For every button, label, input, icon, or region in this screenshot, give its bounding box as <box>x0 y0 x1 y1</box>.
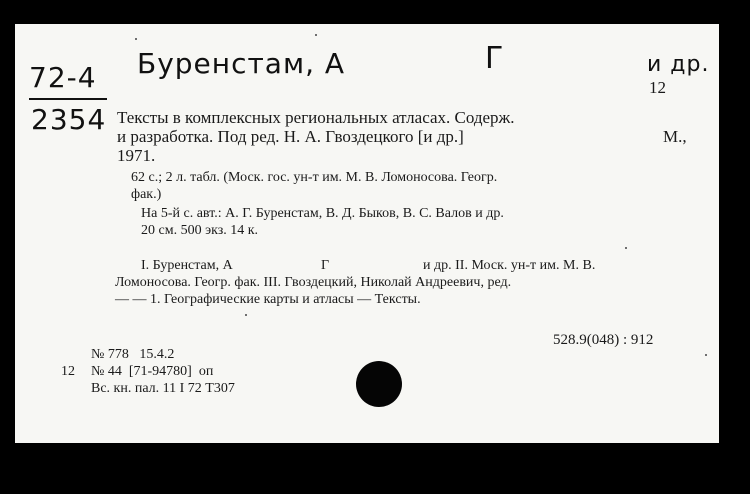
call-number-top: 72-4 <box>29 61 97 94</box>
title-line-1: Тексты в комплексных региональных атласах. Содерж. <box>117 108 515 127</box>
title-line-2-place: М., <box>663 127 687 146</box>
registry-line-1: № 778 15.4.2 <box>91 347 175 362</box>
tracing-line-1b: Г <box>321 258 330 273</box>
registry-line-2: № 44 [71-94780] оп <box>91 364 214 379</box>
handwritten-author: Буренстам, А <box>137 47 346 80</box>
punch-hole <box>356 361 402 407</box>
call-number-divider <box>29 98 107 100</box>
card-number-12: 12 <box>649 78 666 97</box>
tracing-line-2: Ломоносова. Геогр. фак. III. Гвоздецкий, Николай Андреевич, ред. <box>115 275 512 290</box>
speck <box>625 247 627 249</box>
tracing-line-1a: I. Буренстам, А <box>141 258 233 273</box>
handwritten-initial: Г <box>485 41 505 76</box>
tracing-line-3: — — 1. Географические карты и атласы — Тексты. <box>115 292 421 307</box>
udc-classification: 528.9(048) : 912 <box>553 332 654 348</box>
description-line-1: 62 с.; 2 л. табл. (Моск. гос. ун-т им. М. В. Ломоносова. Геогр. <box>131 170 498 185</box>
call-number-bottom: 2354 <box>31 103 107 136</box>
handwritten-et-al: и др. <box>647 52 710 77</box>
speck <box>705 354 707 356</box>
title-line-2: и разработка. Под ред. Н. А. Гвоздецкого [и др.] <box>117 127 464 146</box>
speck <box>135 38 137 40</box>
registry-line-2-prefix: 12 <box>61 364 75 379</box>
note-line-2: 20 см. 500 экз. 14 к. <box>141 223 259 238</box>
note-line-1: На 5-й с. авт.: А. Г. Буренстам, В. Д. Быков, В. С. Валов и др. <box>141 206 504 221</box>
description-line-2: фак.) <box>131 187 162 202</box>
title-line-3: 1971. <box>117 146 156 165</box>
catalog-card <box>15 24 719 443</box>
speck <box>315 34 317 36</box>
tracing-line-1c: и др. II. Моск. ун-т им. М. В. <box>423 258 596 273</box>
registry-line-3: Вс. кн. пал. 11 I 72 Т307 <box>91 381 235 396</box>
speck <box>245 314 247 316</box>
